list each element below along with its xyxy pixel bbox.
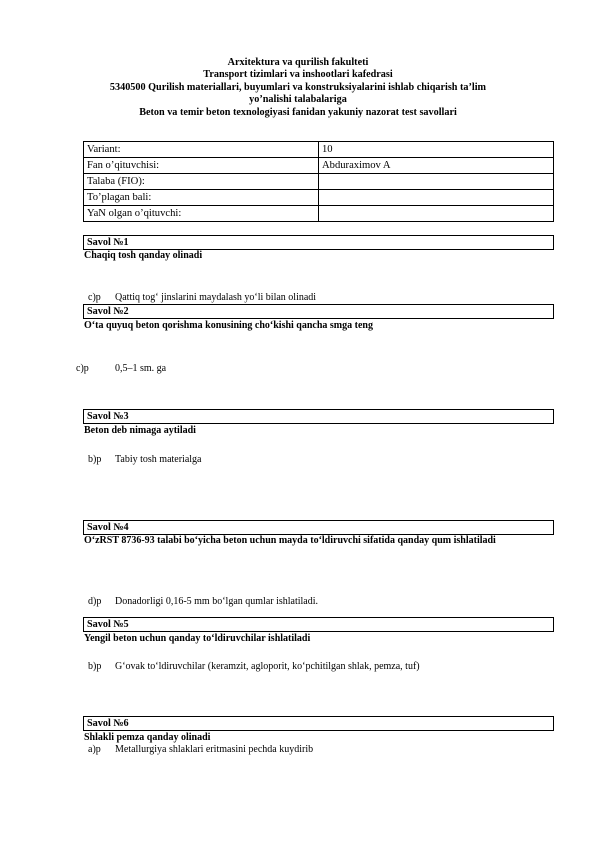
question-text: O‘zRST 8736-93 talabi bo‘yicha beton uchun mayda to‘ldiruvchi sifatida qanday qum ishlatiladi	[84, 535, 496, 546]
question-text: Shlakli pemza qanday olinadi	[84, 732, 211, 743]
info-label: Talaba (FIO):	[84, 174, 319, 190]
info-label: Variant:	[84, 142, 319, 158]
question-title-box: Savol №3	[83, 409, 554, 424]
answer-text: Qattiq tog‘ jinslarini maydalash yo‘li bilan olinadi	[115, 292, 317, 303]
answer-line	[88, 292, 316, 304]
answer-text: Metallurgiya shlaklari eritmasini pechda kuydirib	[115, 744, 314, 755]
answer-text: Tabiy tosh materialga	[115, 454, 202, 465]
question-text: O‘ta quyuq beton qorishma konusining cho‘kishi qancha smga teng	[84, 320, 373, 331]
document-header	[60, 57, 536, 119]
info-row	[84, 142, 554, 158]
answer-line	[88, 454, 202, 466]
question-title-box: Savol №6	[83, 716, 554, 731]
answer-line	[88, 661, 420, 673]
info-value: Abduraximov A	[319, 158, 554, 174]
info-value	[319, 174, 554, 190]
answer-line	[88, 744, 313, 756]
answer-text: 0,5–1 sm. ga	[115, 363, 167, 374]
info-row	[84, 206, 554, 222]
question-text: Beton deb nimaga aytiladi	[84, 425, 196, 436]
faculty-title: Arxitektura va qurilish fakulteti	[227, 57, 369, 68]
answer-option: b)p	[88, 454, 102, 465]
specialty-title-cont: yo’nalishi talabalariga	[249, 94, 347, 106]
info-value: 10	[319, 142, 554, 158]
answer-option: d)p	[88, 596, 102, 607]
info-label: Fan o’qituvchisi:	[84, 158, 319, 174]
answer-text: Donadorligi 0,16-5 mm bo‘lgan qumlar ishlatiladi.	[115, 596, 319, 607]
answer-option: c)p	[76, 363, 89, 374]
specialty-title: 5340500 Qurilish materiallari, buyumlari va konstruksiyalarini ishlab chiqarish ta’lim	[109, 81, 487, 93]
info-row	[84, 190, 554, 206]
answer-line	[76, 363, 166, 375]
info-value	[319, 190, 554, 206]
info-row	[84, 174, 554, 190]
question-title-box: Savol №4	[83, 520, 554, 535]
answer-line	[88, 596, 318, 608]
answer-option: a)p	[88, 744, 101, 755]
info-label: YaN olgan o’qituvchi:	[84, 206, 319, 222]
answer-text: G‘ovak to‘ldiruvchilar (keramzit, agloporit, ko‘pchitilgan shlak, pemza, tuf)	[115, 661, 420, 672]
info-table	[83, 141, 554, 222]
info-label: To’plagan bali:	[84, 190, 319, 206]
question-text: Yengil beton uchun qanday to‘ldiruvchilar ishlatiladi	[84, 633, 311, 644]
question-text: Chaqiq tosh qanday olinadi	[84, 250, 203, 261]
answer-option: c)p	[88, 292, 101, 303]
department-title: Transport tizimlari va inshootlari kafedrasi	[203, 69, 393, 81]
question-title-box: Savol №1	[83, 235, 554, 250]
question-title-box: Savol №5	[83, 617, 554, 632]
test-title: Beton va temir beton texnologiyasi fanidan yakuniy nazorat test savollari	[139, 106, 457, 118]
info-value	[319, 206, 554, 222]
question-title-box: Savol №2	[83, 304, 554, 319]
answer-option: b)p	[88, 661, 102, 672]
info-row	[84, 158, 554, 174]
